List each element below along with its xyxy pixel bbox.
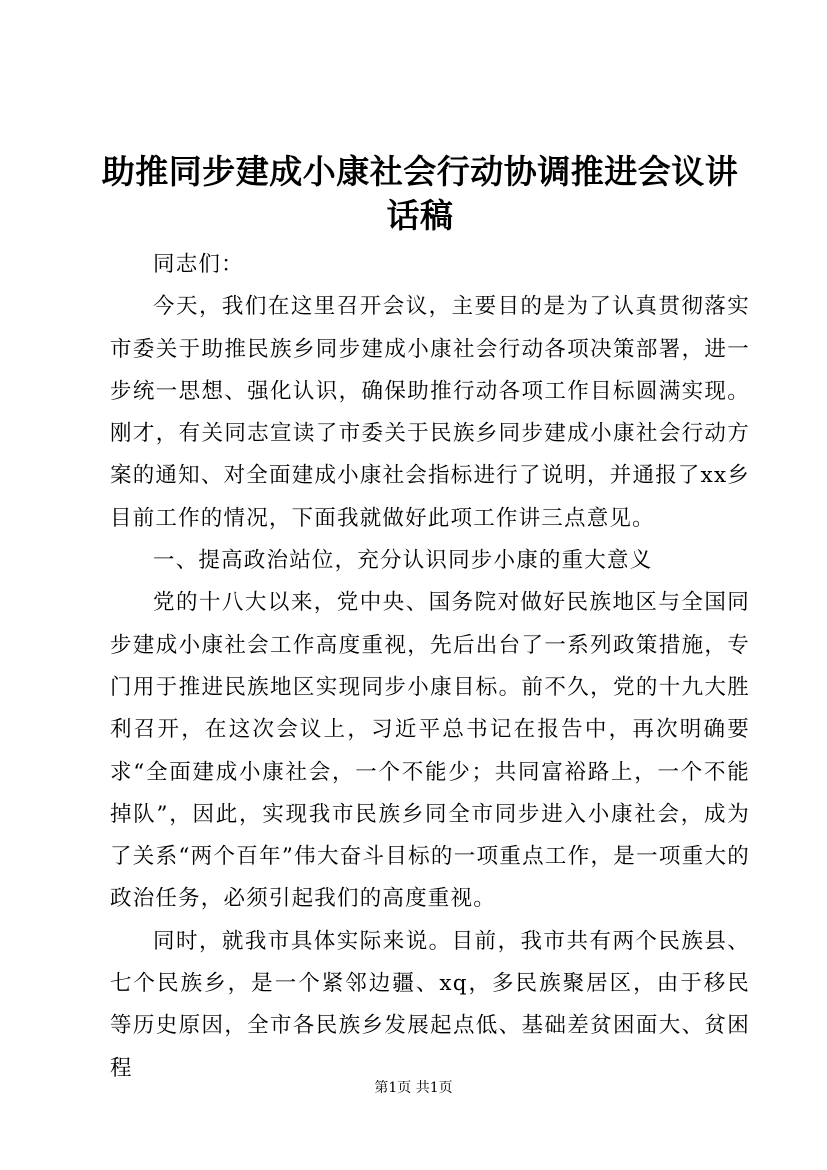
body-paragraph: 党的十八大以来，党中央、国务院对做好民族地区与全国同步建成小康社会工作高度重视，先后出台了一系列政策措施，专门用于推进民族地区实现同步小康目标。前不久，党的十九大胜利召开，在这次会议上，习近平总书记在报告中，再次明确要求“全面建成小康社会，一个不能少；共同富裕路上，一个不能掉队”，因此，实现我市民族乡同全市同步进入小康社会，成为了关系“两个百年”伟大奋斗目标的一项重点工作，是一项重大的政治任务，必须引起我们的高度重视。: [110, 590, 750, 912]
body-paragraph: 同时，就我市具体实际来说。目前，我市共有两个民族县、七个民族乡，是一个紧邻边疆、xq，多民族聚居区，由于移民等历史原因，全市各民族乡发展起点低、基础差贫困面大、贫困程: [110, 928, 750, 1081]
section-heading: 一、提高政治站位，充分认识同步小康的重大意义: [153, 548, 653, 574]
intro-paragraph: 今天，我们在这里召开会议，主要目的是为了认真贯彻落实市委关于助推民族乡同步建成小康社会行动各项决策部署，进一步统一思想、强化认识，确保助推行动各项工作目标圆满实现。刚才，有关同志宣读了市委关于民族乡同步建成小康社会行动方案的通知、对全面建成小康社会指标进行了说明，并通报了xx乡目前工作的情况，下面我就做好此项工作讲三点意见。: [110, 294, 750, 531]
page-footer: 第1页 共1页: [374, 1080, 453, 1096]
document-body: [110, 244, 750, 1090]
salutation-paragraph: 同志们：: [153, 252, 244, 277]
document-title: 助推同步建成小康社会行动协调推进会议讲话稿: [101, 152, 739, 235]
